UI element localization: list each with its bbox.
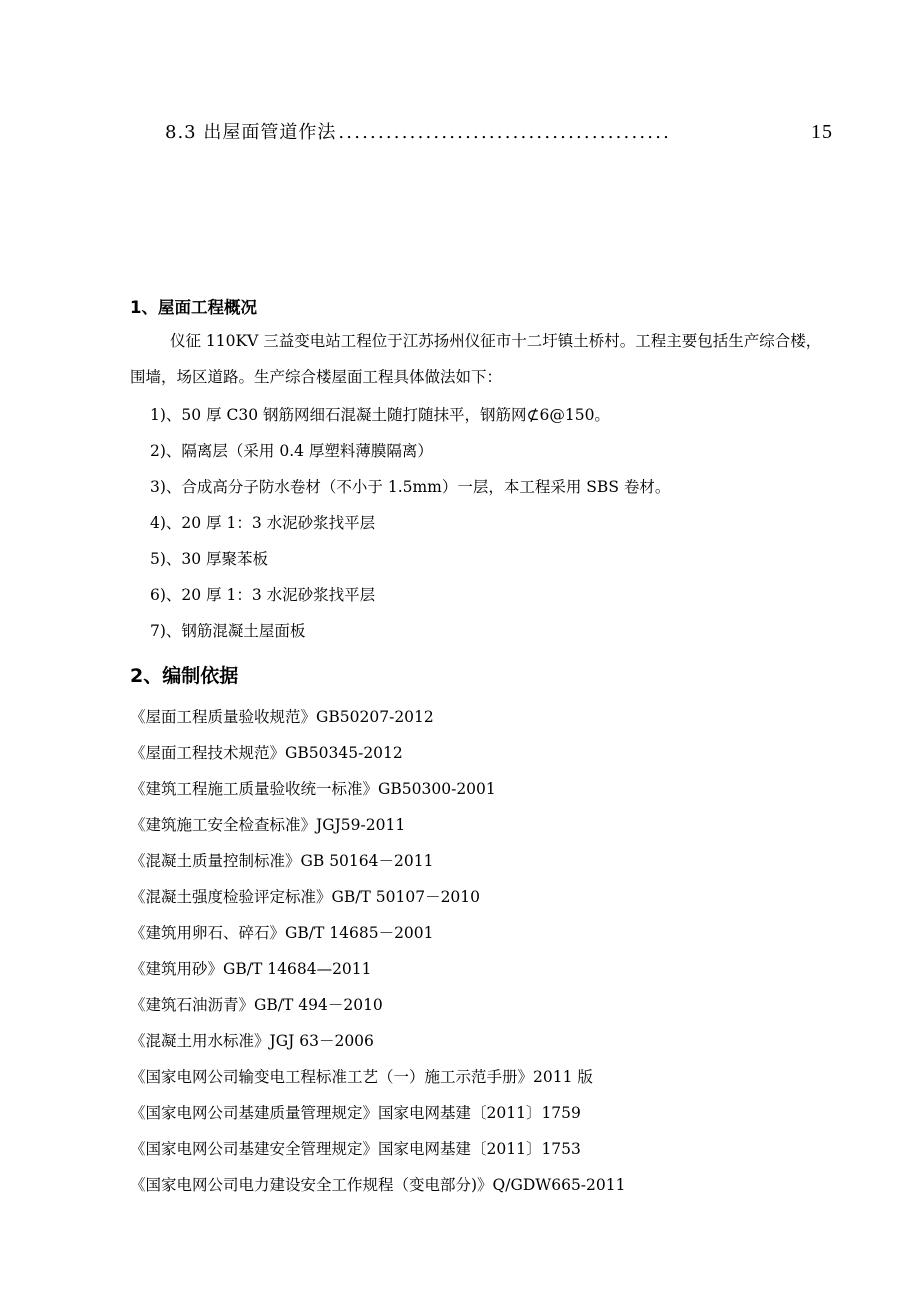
toc-entry-label: 8.3 出屋面管道作法 — [165, 122, 337, 143]
section-2-heading: 2、编制依据 — [130, 665, 239, 687]
list-item: 3)、合成高分子防水卷材（不小于 1.5mm）一层，本工程采用 SBS 卷材。 — [150, 478, 671, 496]
reference-item: 《建筑工程施工质量验收统一标准》GB50300-2001 — [130, 780, 496, 798]
reference-item: 《混凝土强度检验评定标准》GB/T 50107－2010 — [130, 888, 481, 906]
reference-item: 《屋面工程质量验收规范》GB50207-2012 — [130, 708, 434, 726]
section-1-intro-text: 仪征 110KV 三益变电站工程位于江苏扬州仪征市十二圩镇土桥村。工程主要包括生产综合楼，围墙，场区道路。生产综合楼屋面工程具体做法如下： — [130, 332, 822, 386]
list-item: 5)、30 厚聚苯板 — [150, 550, 269, 568]
toc-leader-dots: .......................................... — [338, 122, 672, 143]
list-item: 6)、20 厚 1：3 水泥砂浆找平层 — [150, 586, 376, 604]
reference-item: 《国家电网公司输变电工程标准工艺（一）施工示范手册》2011 版 — [130, 1068, 593, 1086]
reference-item: 《国家电网公司基建安全管理规定》国家电网基建〔2011〕1753 — [130, 1140, 581, 1158]
reference-item: 《国家电网公司电力建设安全工作规程（变电部分)》Q/GDW665-2011 — [130, 1176, 626, 1194]
reference-item: 《建筑用卵石、碎石》GB/T 14685－2001 — [130, 924, 434, 942]
reference-item: 《建筑用砂》GB/T 14684—2011 — [130, 960, 372, 978]
toc-page-number: 15 — [811, 121, 833, 143]
reference-item: 《混凝土用水标准》JGJ 63－2006 — [130, 1032, 374, 1050]
reference-item: 《国家电网公司基建质量管理规定》国家电网基建〔2011〕1759 — [130, 1104, 581, 1122]
reference-item: 《建筑施工安全检查标准》JGJ59-2011 — [130, 816, 406, 834]
list-item: 1)、50 厚 C30 钢筋网细石混凝土随打随抹平，钢筋网⊄6@150。 — [150, 406, 610, 424]
list-item: 7)、钢筋混凝土屋面板 — [150, 622, 306, 640]
reference-item: 《混凝土质量控制标准》GB 50164－2011 — [130, 852, 434, 870]
list-item: 4)、20 厚 1：3 水泥砂浆找平层 — [150, 514, 376, 532]
reference-item: 《建筑石油沥青》GB/T 494－2010 — [130, 996, 383, 1014]
toc-entry[interactable] — [165, 118, 833, 144]
reference-item: 《屋面工程技术规范》GB50345-2012 — [130, 744, 403, 762]
list-item: 2)、隔离层（采用 0.4 厚塑料薄膜隔离） — [150, 442, 433, 460]
section-1-intro — [130, 323, 835, 395]
section-1-heading: 1、屋面工程概况 — [130, 298, 257, 317]
